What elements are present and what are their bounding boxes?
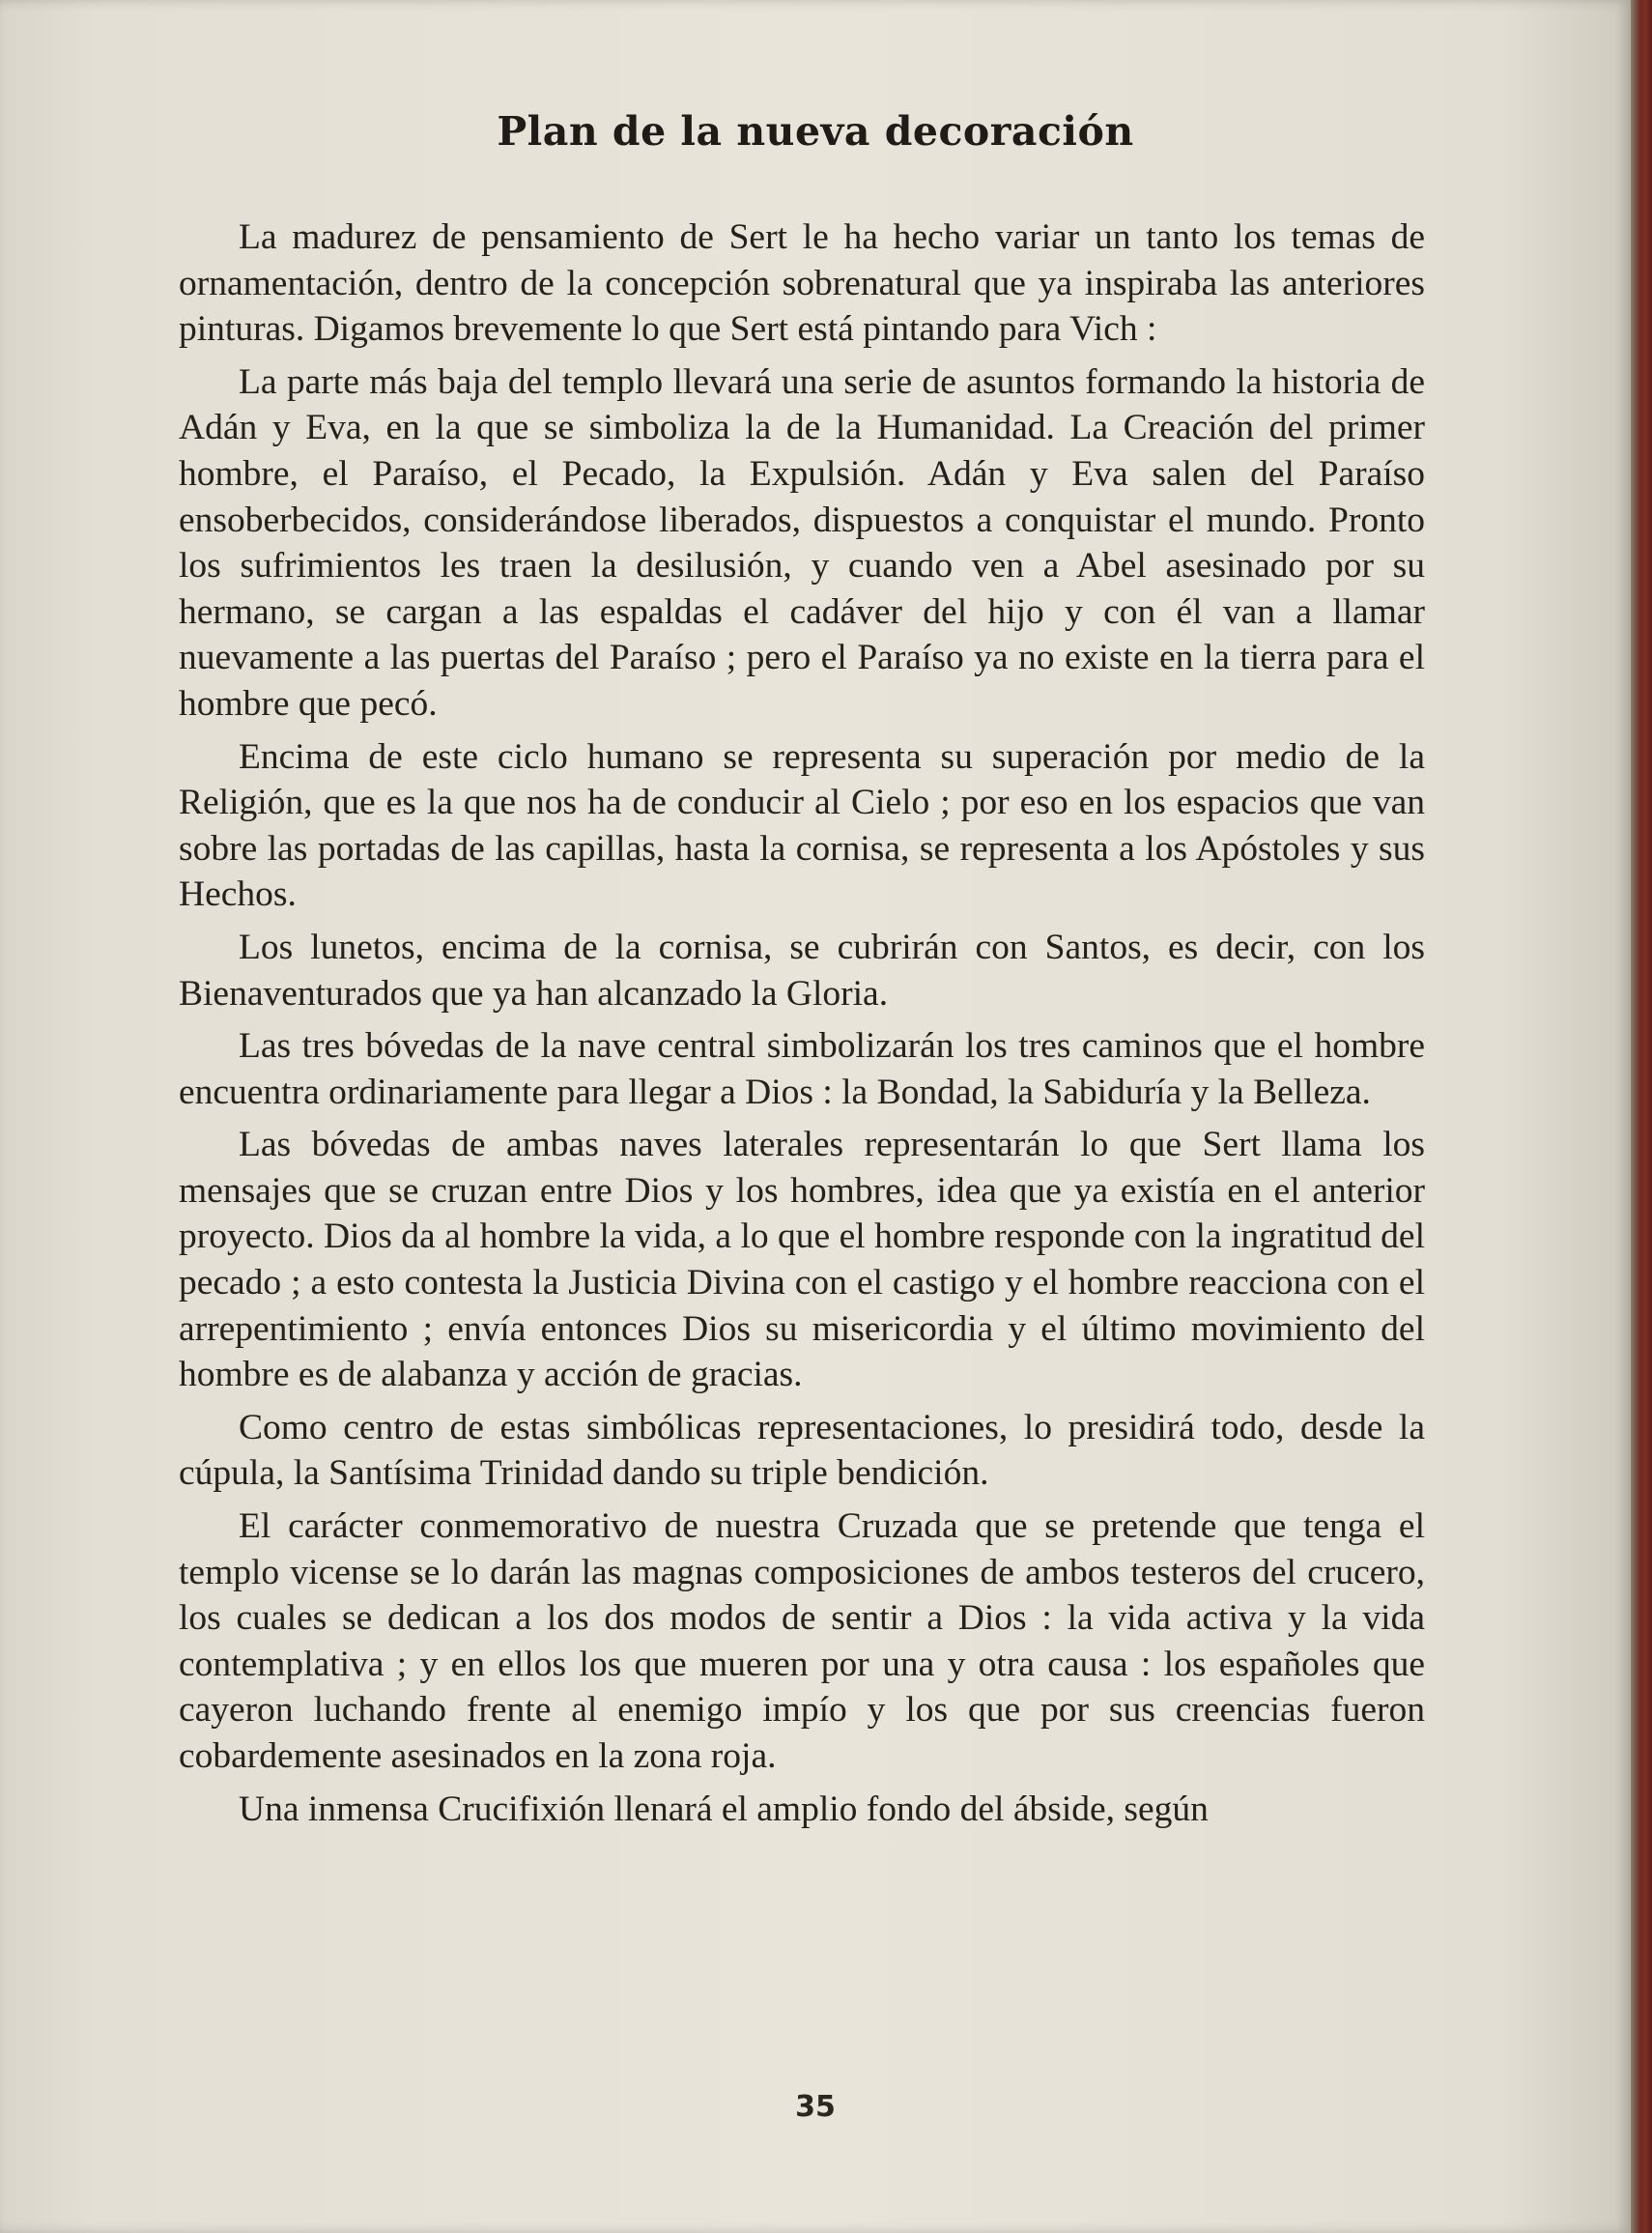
body-text [179,215,1425,1839]
paragraph-9: Una inmensa Crucifixión llenará el amplio fondo del ábside, según [239,1789,1209,1829]
paragraph-1: La madurez de pensamiento de Sert le ha hecho variar un tanto los temas de ornamentación, dentro de la concepción sobrenatural que ya inspiraba las anteriores pinturas. Digamos brevemente lo que Sert está pintando para Vich : [179,217,1425,350]
paragraph-2: La parte más baja del templo llevará una serie de asuntos formando la historia de Adán y Eva, en la que se simboliza la de la Humanidad. La Creación del primer hombre, el Paraíso, el Pecado, la Expulsión. Adán y Eva salen del Paraíso ensoberbecidos, considerándose liberados, dispuestos a conquistar el mundo. Pronto los sufrimientos les traen la desilusión, y cuando ven a Abel asesinado por su hermano, se cargan a las espaldas el cadáver del hijo y con él van a llamar nuevamente a las puertas del Paraíso ; pero el Paraíso ya no existe en la tierra para el hombre que pecó. [179,361,1425,724]
book-spine-edge [1631,0,1652,2233]
paragraph-4: Los lunetos, encima de la cornisa, se cubrirán con Santos, es decir, con los Bienaventurados que ya han alcanzado la Gloria. [179,927,1425,1014]
paragraph-5: Las tres bóvedas de la nave central simbolizarán los tres caminos que el hombre encuentra ordinariamente para llegar a Dios : la Bondad, la Sabiduría y la Belleza. [179,1026,1425,1112]
paragraph-3: Encima de este ciclo humano se representa su superación por medio de la Religión, que es la que nos ha de conducir al Cielo ; por eso en los espacios que van sobre las portadas de las capillas, hasta la cornisa, se representa a los Apóstoles y sus Hechos. [179,736,1425,915]
paragraph-6: Las bóvedas de ambas naves laterales representarán lo que Sert llama los mensajes que se cruzan entre Dios y los hombres, idea que ya existía en el anterior proyecto. Dios da al hombre la vida, a lo que el hombre responde con la ingratitud del pecado ; a esto contesta la Justicia Divina con el castigo y el hombre reacciona con el arrepentimiento ; envía entonces Dios su misericordia y el último movimiento del hombre es de alabanza y acción de gracias. [179,1125,1425,1395]
paragraph-8: El carácter conmemorativo de nuestra Cruzada que se pretende que tenga el templo vicense se lo darán las magnas composiciones de ambos testeros del crucero, los cuales se dedican a los dos modos de sentir a Dios : la vida activa y la vida contemplativa ; y en ellos los que mueren por una y otra causa : los españoles que cayeron luchando frente al enemigo impío y los que por sus creencias fueron cobardemente asesinados en la zona roja. [179,1506,1425,1776]
page-number: 35 [795,2090,836,2124]
paragraph-7: Como centro de estas simbólicas representaciones, lo presidirá todo, desde la cúpula, la Santísima Trinidad dando su triple bendición. [179,1407,1425,1494]
page-title: Plan de la nueva decoración [497,108,1134,155]
